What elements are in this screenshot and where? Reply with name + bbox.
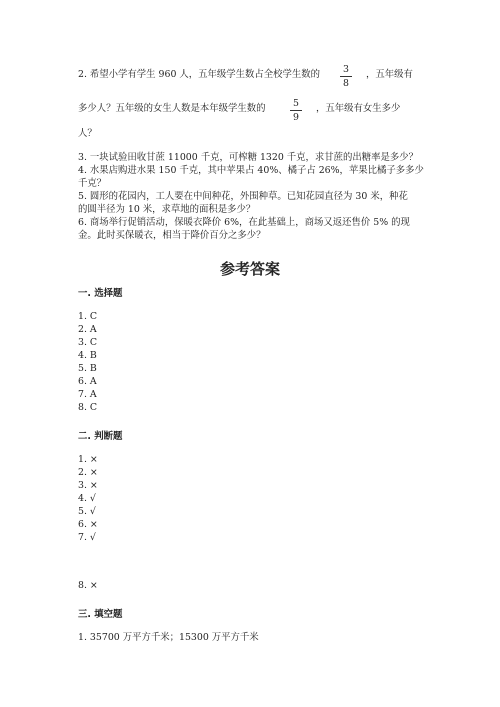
answer-item: 4. B: [78, 350, 97, 361]
answer-item: 1. ×: [78, 454, 98, 465]
answer-item: 5. B: [78, 363, 97, 374]
q5-line1: 5. 圆形的花园内，工人要在中间种花，外围种草。已知花园直径为 30 米，种花: [78, 191, 408, 202]
fraction-denominator: 8: [343, 78, 349, 89]
q6-line1: 6. 商场举行促销活动，保暖衣降价 6%，在此基础上，商场又返还售价 5% 的现: [78, 217, 410, 228]
answer-item: 6. ×: [78, 519, 98, 530]
answer-item: 5. √: [78, 506, 96, 517]
fraction-bar: [290, 110, 302, 111]
fraction-5-9: [289, 98, 303, 123]
fraction-numerator: 3: [343, 64, 349, 75]
answer-item: 1. 35700 万平方千米；15300 万平方千米: [78, 632, 259, 643]
q3-line1: 3. 一块试验田收甘蔗 11000 千克，可榨糖 1320 千克，求甘蔗的出糖率是多少？: [78, 152, 419, 163]
answer-item: 2. ×: [78, 467, 98, 478]
q2-line3: 人？: [78, 128, 97, 139]
section-heading-fill: 三. 填空题: [78, 609, 123, 620]
answer-item: 6. A: [78, 376, 97, 387]
answer-item: 2. A: [78, 324, 97, 335]
q4-line1: 4. 水果店购进水果 150 千克，其中苹果占 40%、橘子占 26%，苹果比橘子多多少: [78, 165, 424, 176]
q2-line1: 2. 希望小学有学生 960 人，五年级学生数占全校学生数的: [78, 69, 321, 80]
fraction-denominator: 9: [293, 112, 299, 123]
q2-line1-end: ，五年级有: [366, 69, 413, 80]
answer-item: 1. C: [78, 311, 98, 322]
fraction-numerator: 5: [293, 98, 299, 109]
answer-item: 3. C: [78, 337, 98, 348]
section-heading-judge: 二. 判断题: [78, 431, 123, 442]
fraction-bar: [340, 76, 352, 77]
fraction-3-8: [339, 64, 353, 89]
answer-item: 4. √: [78, 493, 96, 504]
q5-line2: 的圆半径为 10 米，求草地的面积是多少？: [78, 204, 256, 215]
answer-item: 3. ×: [78, 480, 98, 491]
answers-title: 参考答案: [219, 260, 280, 278]
q2-line2: 多少人？五年级的女生人数是本年级学生数的: [78, 103, 266, 114]
answer-item: 8. ×: [78, 580, 98, 591]
answer-item: 7. √: [78, 532, 96, 543]
q4-line2: 千克？: [78, 178, 107, 189]
answer-item: 8. C: [78, 402, 98, 413]
q2-line2-end: ，五年级有女生多少: [316, 103, 401, 114]
section-heading-choice: 一. 选择题: [78, 288, 123, 299]
answer-item: 7. A: [78, 389, 97, 400]
q6-line2: 金。此时买保暖衣，相当于降价百分之多少？: [78, 230, 266, 241]
